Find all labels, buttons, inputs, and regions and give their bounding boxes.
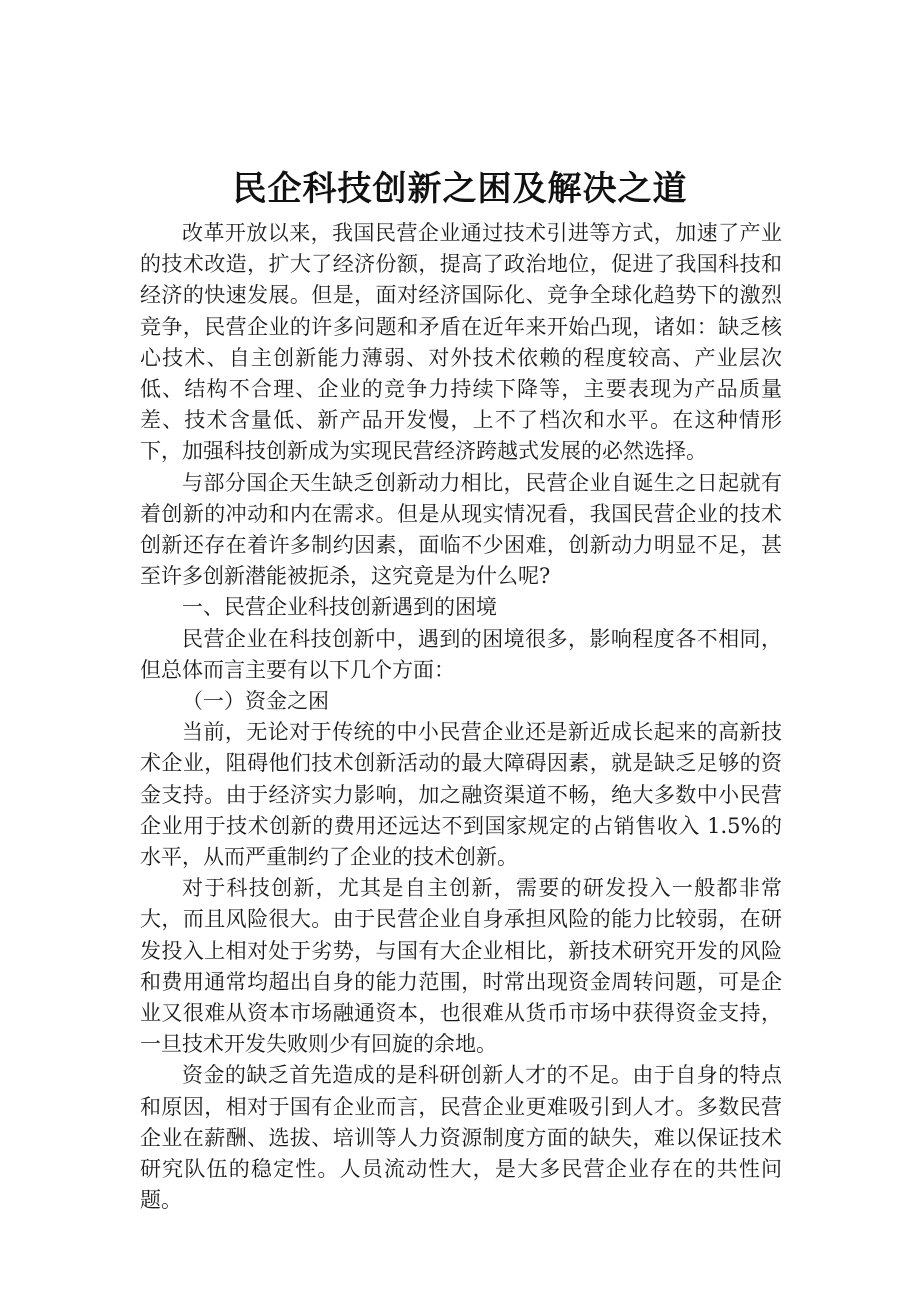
- document-title: 民企科技创新之困及解决之道: [232, 168, 688, 209]
- paragraph-intro: 改革开放以来，我国民营企业通过技术引进等方式，加速了产业的技术改造，扩大了经济份额，提高了政治地位，促进了我国科技和经济的快速发展。但是，面对经济国际化、竞争全球化趋势下的激烈竞争，民营企业的许多问题和矛盾在近年来开始凸现，诸如：缺乏核心技术、自主创新能力薄弱、对外技术依赖的程度较高、产业层次低、结构不合理、企业的竞争力持续下降等，主要表现为产品质量差、技术含量低、新产品开发慢，上不了档次和水平。在这种情形下，加强科技创新成为实现民营经济跨越式发展的必然选择。: [140, 221, 782, 464]
- paragraph-question: 与部分国企天生缺乏创新动力相比，民营企业自诞生之日起就有着创新的冲动和内在需求。但是从现实情况看，我国民营企业的技术创新还存在着许多制约因素，面临不少困难，创新动力明显不足，甚至许多创新潜能被扼杀，这究竟是为什么呢?: [140, 470, 782, 589]
- paragraph-funding-1: 当前，无论对于传统的中小民营企业还是新近成长起来的高新技术企业，阻碍他们技术创新活动的最大障碍因素，就是缺乏足够的资金支持。由于经济实力影响，加之融资渠道不畅，绝大多数中小民营企业用于技术创新的费用还远达不到国家规定的占销售收入 1.5%的水平，从而严重制约了企业的技术创新。: [140, 720, 782, 870]
- subsection-heading-1: （一）资金之困: [182, 689, 329, 714]
- document-body: [140, 218, 782, 1217]
- paragraph-funding-2: 对于科技创新，尤其是自主创新，需要的研发投入一般都非常大，而且风险很大。由于民营企业自身承担风险的能力比较弱，在研发投入上相对处于劣势，与国有大企业相比，新技术研究开发的风险和费用通常均超出自身的能力范围，时常出现资金周转问题，可是企业又很难从资本市场融通资本，也很难从货币市场中获得资金支持，一旦技术开发失败则少有回旋的余地。: [140, 876, 782, 1057]
- paragraph-talent: 资金的缺乏首先造成的是科研创新人才的不足。由于自身的特点和原因，相对于国有企业而言，民营企业更难吸引到人才。多数民营企业在薪酬、选拔、培训等人力资源制度方面的缺失，难以保证技术研究队伍的稳定性。人员流动性大，是大多民营企业存在的共性问题。: [140, 1063, 782, 1213]
- paragraph-section-intro: 民营企业在科技创新中，遇到的困境很多，影响程度各不相同，但总体而言主要有以下几个方面：: [140, 626, 782, 682]
- section-heading-1: 一、民营企业科技创新遇到的困境: [182, 595, 497, 620]
